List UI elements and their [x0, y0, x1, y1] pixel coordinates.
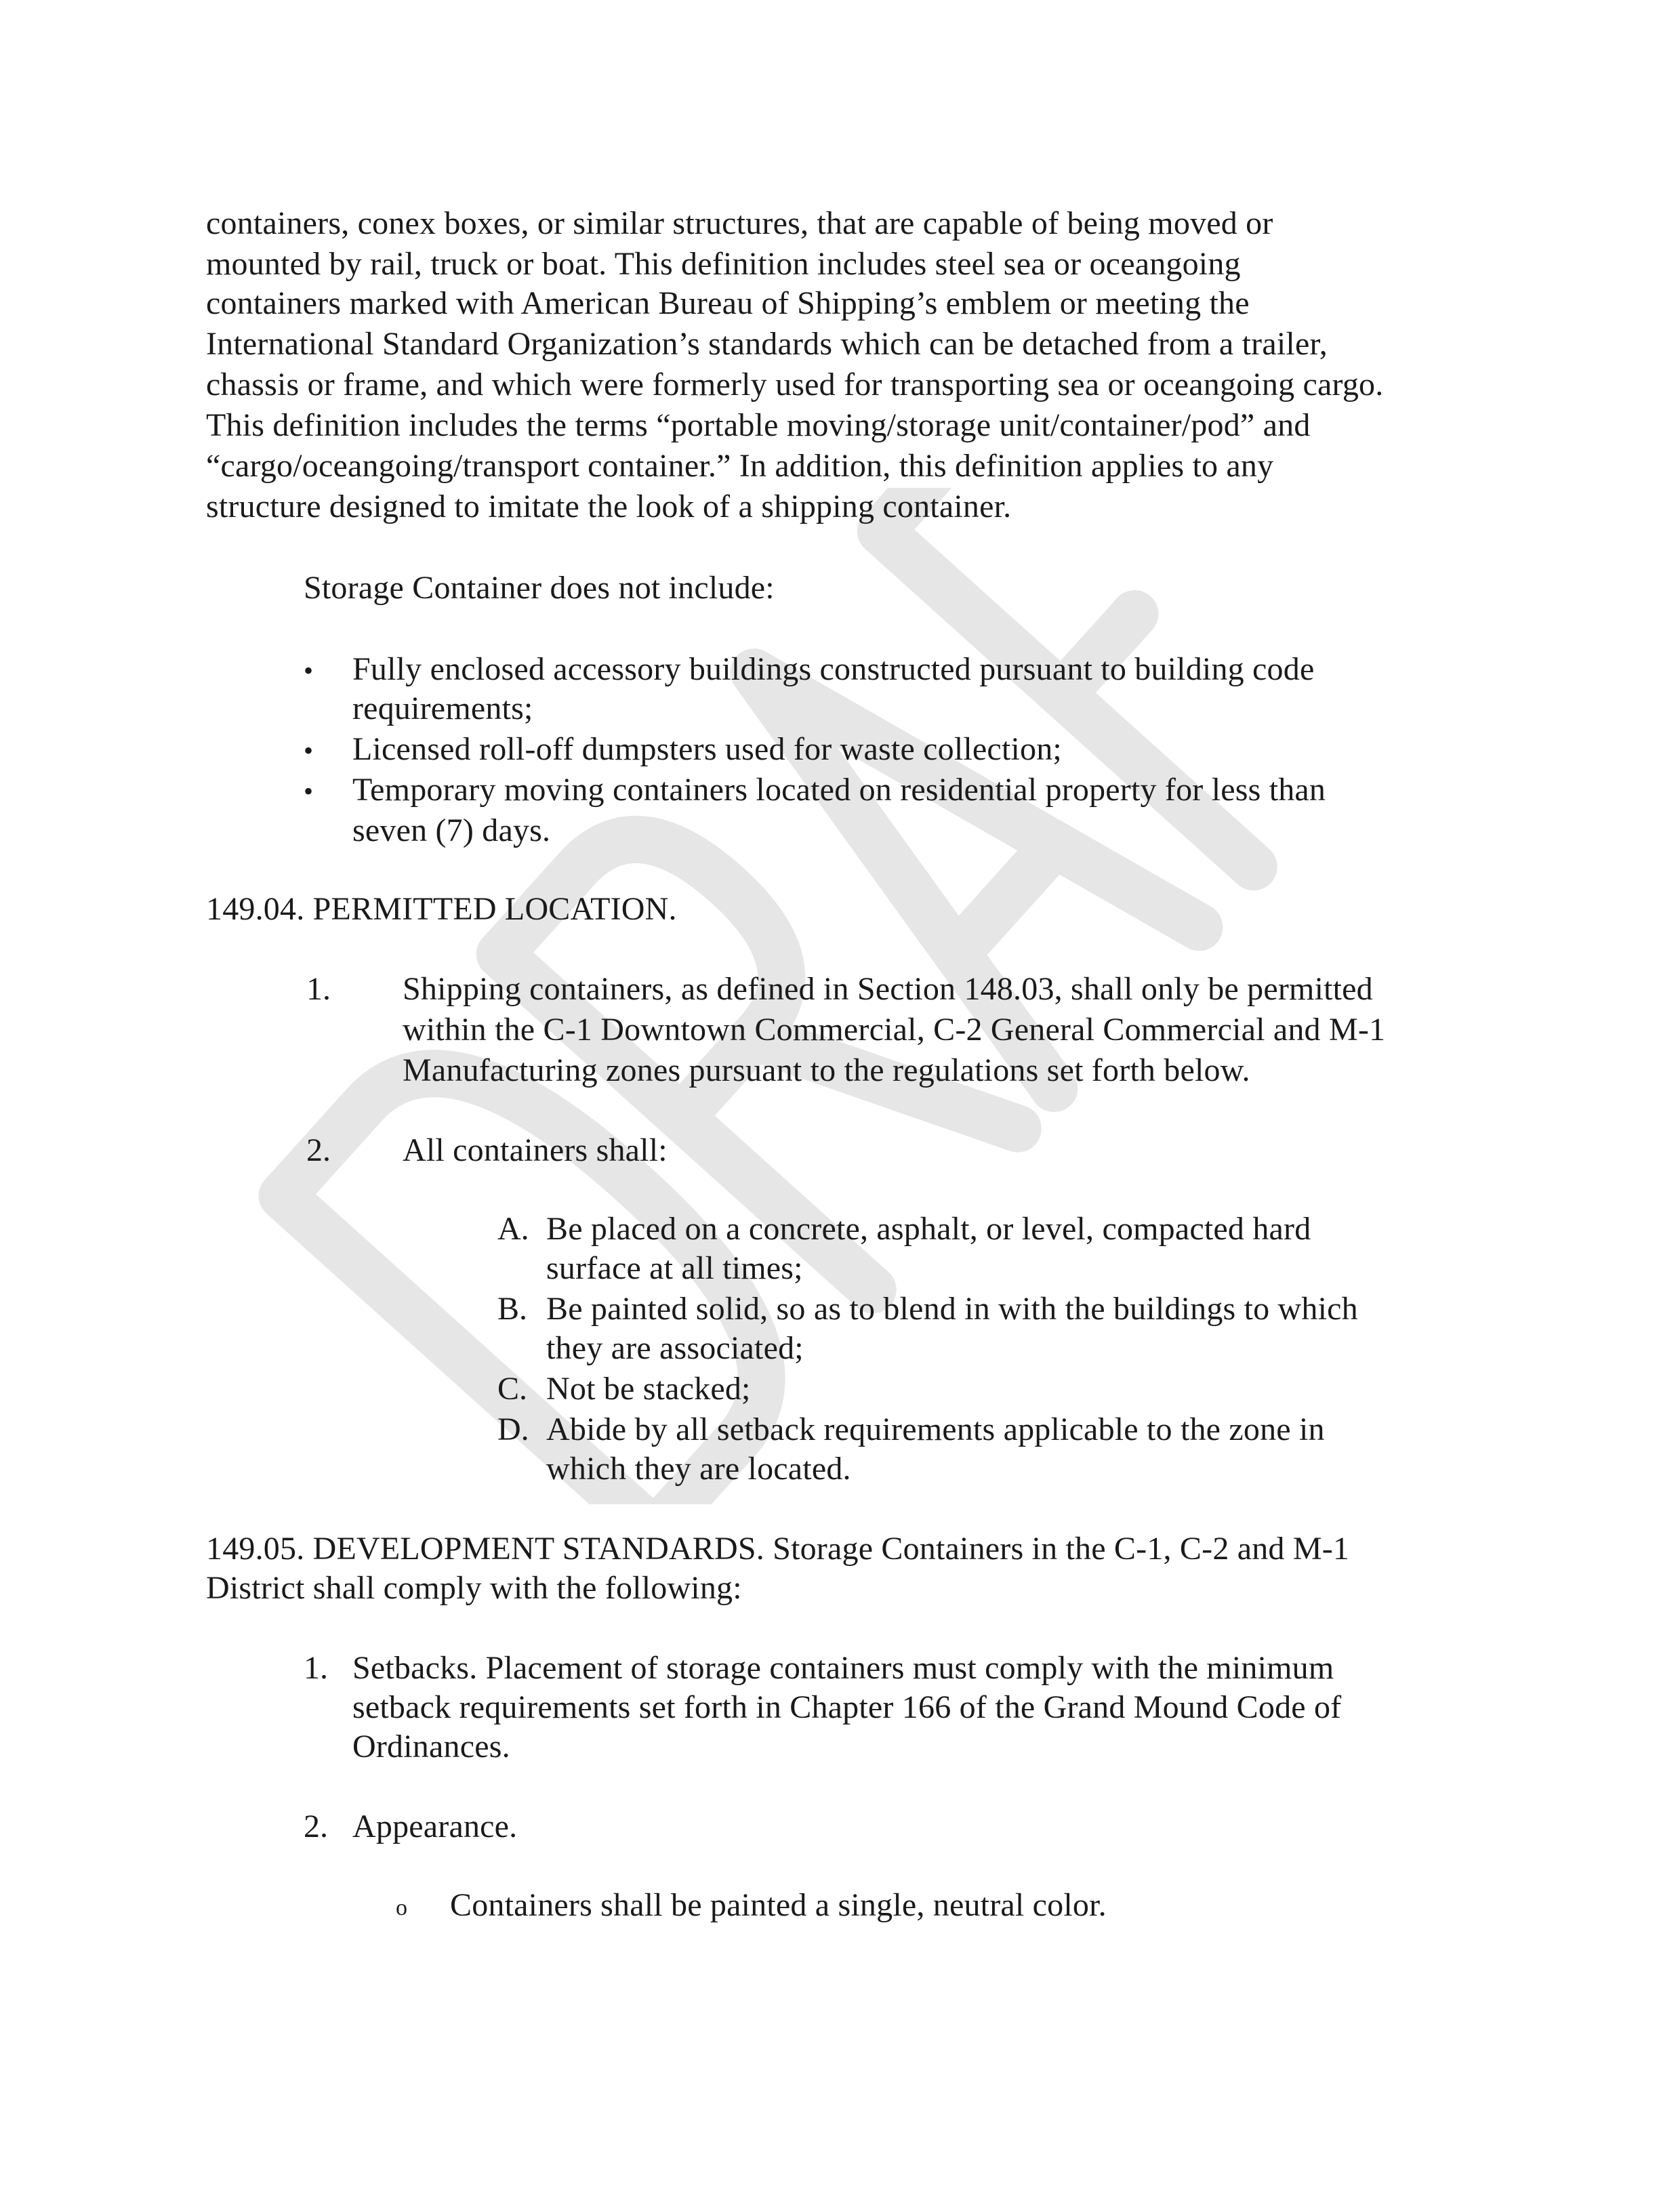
subitem-text: Abide by all setback requirements applicable to the zone in	[546, 1411, 1325, 1447]
item-text: Manufacturing zones pursuant to the regulations set forth below.	[403, 1052, 1250, 1088]
section-heading: 149.04. PERMITTED LOCATION.	[206, 891, 677, 927]
exclusions-heading: Storage Container does not include:	[304, 570, 775, 606]
item-number: 2.	[306, 1132, 331, 1168]
subitem-text: Be placed on a concrete, asphalt, or level, compacted hard	[546, 1211, 1311, 1247]
text-line: structure designed to imitate the look of a shipping container.	[206, 489, 1012, 524]
subitem-text: Not be stacked;	[546, 1371, 751, 1407]
text-line: chassis or frame, and which were formerly used for transporting sea or oceangoing cargo.	[206, 367, 1384, 402]
exclusion-item: Temporary moving containers located on residential property for less than	[352, 772, 1326, 808]
bullet-icon: •	[304, 655, 314, 686]
text-line: “cargo/oceangoing/transport container.” In addition, this definition applies to any	[206, 448, 1274, 484]
item-text: Setbacks. Placement of storage containers must comply with the minimum	[352, 1650, 1334, 1686]
item-text: setback requirements set forth in Chapter 166 of the Grand Mound Code of	[352, 1689, 1342, 1725]
subitem-letter: C.	[497, 1371, 528, 1407]
subitem-text: Be painted solid, so as to blend in with the buildings to which	[546, 1291, 1358, 1327]
item-text: Shipping containers, as defined in Section 148.03, shall only be permitted	[403, 971, 1373, 1007]
item-number: 1.	[306, 971, 331, 1007]
item-text: All containers shall:	[403, 1132, 668, 1168]
item-number: 1.	[304, 1650, 328, 1686]
text-line: mounted by rail, truck or boat. This definition includes steel sea or oceangoing	[206, 246, 1241, 282]
subitem-letter: D.	[497, 1411, 529, 1447]
item-text: Appearance.	[352, 1809, 518, 1844]
bullet-icon: •	[304, 735, 314, 766]
item-text: within the C-1 Downtown Commercial, C-2 General Commercial and M-1	[403, 1012, 1386, 1048]
hollow-bullet-icon: o	[396, 1895, 407, 1920]
item-number: 2.	[304, 1809, 328, 1844]
subitem-text: which they are located.	[546, 1451, 851, 1487]
bullet-icon: •	[304, 776, 314, 806]
text-line: This definition includes the terms “portable moving/storage unit/container/pod” and	[206, 407, 1311, 443]
item-text: Ordinances.	[352, 1729, 510, 1764]
exclusion-item-cont: requirements;	[352, 690, 533, 726]
text-line: International Standard Organization’s standards which can be detached from a trailer,	[206, 326, 1328, 362]
section-heading: 149.05. DEVELOPMENT STANDARDS. Storage Containers in the C-1, C-2 and M-1	[206, 1531, 1350, 1567]
subitem-text: surface at all times;	[546, 1250, 803, 1286]
sub-bullet-text: Containers shall be painted a single, neutral color.	[450, 1887, 1107, 1923]
section-heading-cont: District shall comply with the following:	[206, 1570, 742, 1606]
subitem-letter: B.	[497, 1291, 528, 1327]
subitem-text: they are associated;	[546, 1330, 804, 1366]
exclusion-item: Fully enclosed accessory buildings constructed pursuant to building code	[352, 651, 1315, 687]
text-line: containers, conex boxes, or similar structures, that are capable of being moved or	[206, 205, 1273, 241]
text-line: containers marked with American Bureau of Shipping’s emblem or meeting the	[206, 285, 1250, 321]
exclusion-item-cont: seven (7) days.	[352, 812, 551, 848]
subitem-letter: A.	[497, 1211, 529, 1247]
exclusion-item: Licensed roll-off dumpsters used for waste collection;	[352, 731, 1062, 767]
